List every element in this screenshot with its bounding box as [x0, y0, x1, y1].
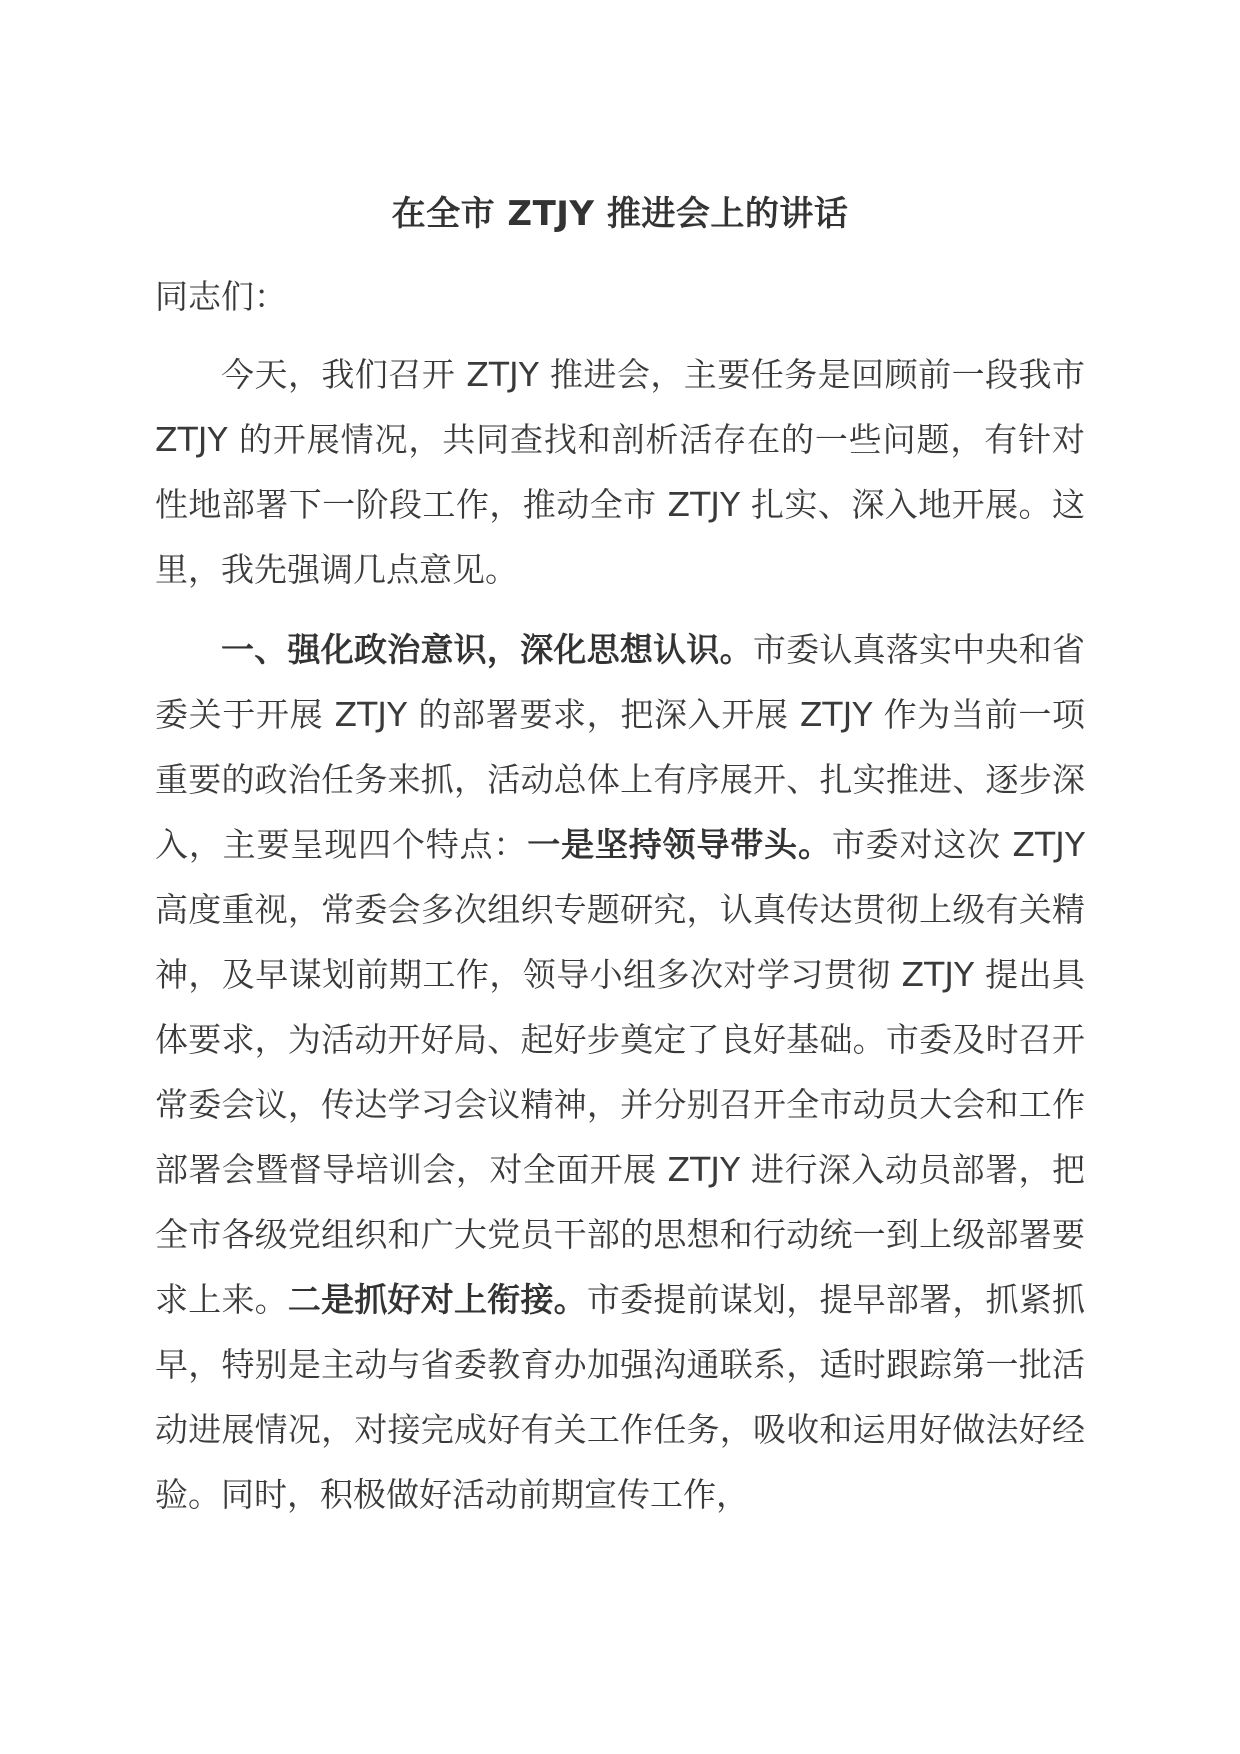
salutation: 同志们： [155, 277, 287, 316]
document-title: 在全市 ZTJY 推进会上的讲话 [391, 194, 849, 234]
paragraph-section-one [155, 617, 1085, 1527]
section-heading-one: 一、强化政治意识，深化思想认识。 [221, 630, 753, 669]
section-one-text: 市委认真落实中央和省委关于开展 ZTJY 的部署要求，把深入开展 ZTJY 作为当前一项重要的政治任务来抓，活动总体上有序展开、扎实推进、逐步深入，主要呈现四个特点： [155, 630, 1086, 864]
paragraph-intro: 今天，我们召开 ZTJY 推进会，主要任务是回顾前一段我市 ZTJY 的开展情况，共同查找和剖析活存在的一些问题，有针对性地部署下一阶段工作，推动全市 ZTJY 扎实、深入地开展。这里，我先强调几点意见。 [155, 355, 1085, 589]
point-one-heading: 一是坚持领导带头。 [527, 825, 832, 864]
point-two-text: 市委提前谋划，提早部署，抓紧抓早，特别是主动与省委教育办加强沟通联系，适时跟踪第一批活动进展情况，对接完成好有关工作任务，吸收和运用好做法好经验。同时，积极做好活动前期宣传工作， [155, 1280, 1086, 1514]
point-two-heading: 二是抓好对上衔接。 [287, 1280, 587, 1319]
point-one-text: 市委对这次 ZTJY 高度重视，常委会多次组织专题研究，认真传达贯彻上级有关精神，及早谋划前期工作，领导小组多次对学习贯彻 ZTJY 提出具体要求，为活动开好局、起好步奠定了良好基础。市委及时召开常委会议，传达学习会议精神，并分别召开全市动员大会和工作部署会暨督导培训会，对全面开展 ZTJY 进行深入动员部署，把全市各级党组织和广大党员干部的思想和行动统一到上级部署要求上来。 [155, 825, 1085, 1319]
document-body [155, 264, 1085, 1542]
